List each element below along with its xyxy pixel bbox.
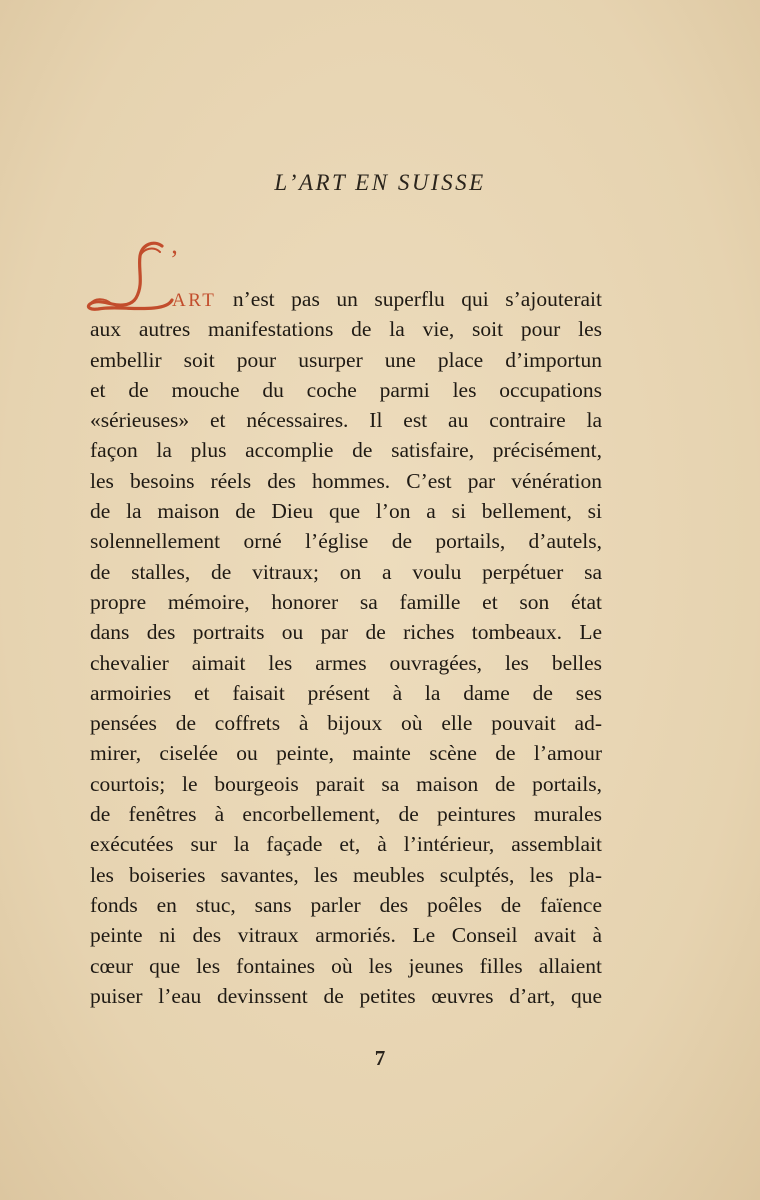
text-line: armoiries et faisait présent à la dame de ses <box>90 680 602 705</box>
text-line: de fenêtres à encorbellement, de peintures murales <box>90 802 602 827</box>
text-line: embellir soit pour usurper une place d’importun <box>90 347 602 372</box>
chapter-title: L’ART EN SUISSE <box>274 170 486 195</box>
text-line: façon la plus accomplie de satisfaire, précisément, <box>90 438 602 463</box>
text-line: courtois; le bourgeois parait sa maison de portails, <box>90 771 602 796</box>
text-line: les besoins réels des hommes. C’est par vénération <box>90 468 602 493</box>
text-line: «sérieuses» et nécessaires. Il est au contraire la <box>90 408 602 433</box>
lead-smallcaps: ART <box>172 290 217 311</box>
text-line: exécutées sur la façade et, à l’intérieur, assemblait <box>90 832 602 857</box>
text-line: de stalles, de vitraux; on a voulu perpétuer sa <box>90 559 602 584</box>
initial-apostrophe: ’ <box>170 245 179 274</box>
text-line: chevalier aimait les armes ouvragées, les belles <box>90 650 602 675</box>
text-line: ART n’est pas un superflu qui s’ajouterait <box>172 287 602 311</box>
text-line: aux autres manifestations de la vie, soit pour les <box>90 317 602 342</box>
text-line: pensées de coffrets à bijoux où elle pouvait ad- <box>90 711 602 736</box>
text-line: cœur que les fontaines où les jeunes filles allaient <box>90 953 602 978</box>
text-line: propre mémoire, honorer sa famille et son état <box>90 589 602 614</box>
page-number: 7 <box>374 1046 386 1070</box>
text-line: les boiseries savantes, les meubles sculptés, les pla- <box>90 862 602 887</box>
text-line: solennellement orné l’église de portails, d’autels, <box>90 529 602 554</box>
text-line: dans des portraits ou par de riches tombeaux. Le <box>90 620 602 645</box>
text-line: puiser l’eau devinssent de petites œuvres d’art, que <box>90 983 602 1008</box>
text-line: de la maison de Dieu que l’on a si bellement, si <box>90 499 602 524</box>
text-line: fonds en stuc, sans parler des poêles de faïence <box>90 892 602 917</box>
text-line: et de mouche du coche parmi les occupations <box>90 377 602 402</box>
text-line: mirer, ciselée ou peinte, mainte scène de l’amour <box>90 741 602 766</box>
body-text <box>90 284 602 1011</box>
text-line: peinte ni des vitraux armoriés. Le Conseil avait à <box>90 923 602 948</box>
